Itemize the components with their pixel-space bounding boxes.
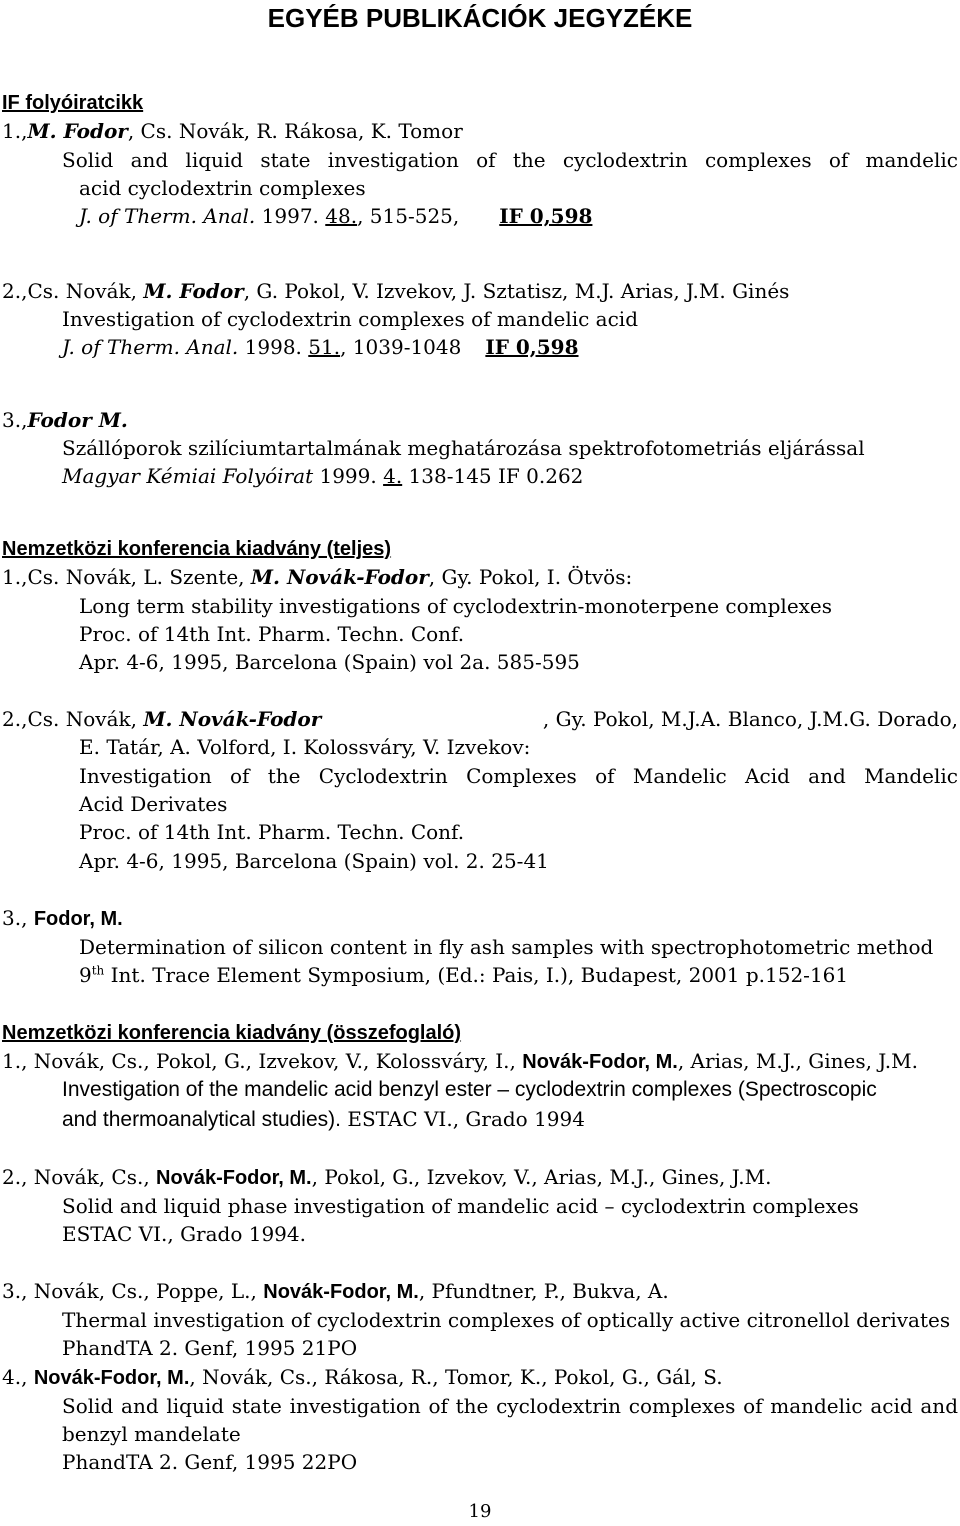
abstract-entry-2-authors: 2., Novák, Cs., Novák-Fodor, M., Pokol, G., Izvekov, V., Arias, M.J., Gines, J.M.: [2, 1165, 772, 1189]
if-entry-2-journal: J. of Therm. Anal. 1998. 51., 1039-1048 IF 0,598: [62, 335, 579, 359]
abstract-entry-4-title-cont: benzyl mandelate: [62, 1422, 241, 1446]
full-entry-1-proc: Proc. of 14th Int. Pharm. Techn. Conf.: [79, 622, 465, 646]
abstract-entry-2-title: Solid and liquid phase investigation of mandelic acid – cyclodextrin complexes: [62, 1194, 859, 1218]
full-entry-2-place: Apr. 4-6, 1995, Barcelona (Spain) vol. 2. 25-41: [79, 849, 549, 873]
full-entry-3-conf: 9th Int. Trace Element Symposium, (Ed.: Pais, I.), Budapest, 2001 p.152-161: [79, 963, 849, 987]
full-entry-2-proc: Proc. of 14th Int. Pharm. Techn. Conf.: [79, 820, 465, 844]
section-heading-full: Nemzetközi konferencia kiadvány (teljes): [2, 538, 392, 560]
full-entry-1-authors: 1.,Cs. Novák, L. Szente, M. Novák-Fodor, Gy. Pokol, I. Ötvös:: [2, 565, 633, 589]
abstract-entry-1-authors: 1., Novák, Cs., Pokol, G., Izvekov, V., Kolossváry, I., Novák-Fodor, M., Arias, M.J., Gines, J.M.: [2, 1049, 918, 1073]
if-entry-3-title: Szállóporok szilíciumtartalmának meghatározása spektrofotometriás eljárással: [62, 436, 865, 460]
if-entry-3-authors: 3.,Fodor M.: [2, 408, 128, 432]
full-entry-2-title: Investigation of the Cyclodextrin Complexes of Mandelic Acid and Mandelic: [79, 764, 958, 788]
full-entry-1-place: Apr. 4-6, 1995, Barcelona (Spain) vol 2a. 585-595: [79, 650, 580, 674]
abstract-entry-4-title: Solid and liquid state investigation of the cyclodextrin complexes of mandelic acid and: [62, 1394, 958, 1418]
full-entry-2-authors: 2.,Cs. Novák, M. Novák-Fodor , Gy. Pokol, M.J.A. Blanco, J.M.G. Dorado,: [2, 707, 958, 731]
abstract-entry-3-title: Thermal investigation of cyclodextrin complexes of optically active citronellol derivates: [62, 1308, 951, 1332]
abstract-entry-4-venue: PhandTA 2. Genf, 1995 22PO: [62, 1450, 358, 1474]
full-entry-2-authors-cont: E. Tatár, A. Volford, I. Kolossváry, V. Izvekov:: [79, 735, 531, 759]
if-entry-1-journal: J. of Therm. Anal. 1997. 48., 515-525, IF 0,598: [79, 204, 593, 228]
full-entry-3-title: Determination of silicon content in fly ash samples with spectrophotometric method: [79, 935, 934, 959]
full-entry-3-authors: 3., Fodor, M.: [2, 906, 123, 930]
abstract-entry-4-authors: 4., Novák-Fodor, M., Novák, Cs., Rákosa, R., Tomor, K., Pokol, G., Gál, S.: [2, 1365, 723, 1389]
if-entry-3-journal: Magyar Kémiai Folyóirat 1999. 4. 138-145 IF 0.262: [62, 464, 584, 488]
if-entry-2-title: Investigation of cyclodextrin complexes of mandelic acid: [62, 307, 639, 331]
abstract-entry-1-title-cont: and thermoanalytical studies). ESTAC VI., Grado 1994: [62, 1107, 585, 1131]
abstract-entry-3-venue: PhandTA 2. Genf, 1995 21PO: [62, 1336, 358, 1360]
if-entry-1-title: Solid and liquid state investigation of the cyclodextrin complexes of mandelic: [62, 148, 958, 172]
full-entry-2-title-cont: Acid Derivates: [79, 792, 228, 816]
if-entry-2-authors: 2.,Cs. Novák, M. Fodor, G. Pokol, V. Izvekov, J. Sztatisz, M.J. Arias, J.M. Ginés: [2, 279, 790, 303]
abstract-entry-3-authors: 3., Novák, Cs., Poppe, L., Novák-Fodor, M., Pfundtner, P., Bukva, A.: [2, 1279, 669, 1303]
section-heading-abstract: Nemzetközi konferencia kiadvány (összefoglaló): [2, 1022, 462, 1044]
page-title: EGYÉB PUBLIKÁCIÓK JEGYZÉKE: [267, 3, 693, 33]
abstract-entry-1-title: Investigation of the mandelic acid benzyl ester – cyclodextrin complexes (Spectroscopic: [62, 1078, 877, 1101]
abstract-entry-2-venue: ESTAC VI., Grado 1994.: [62, 1222, 306, 1246]
if-entry-1-title-cont: acid cyclodextrin complexes: [79, 176, 366, 200]
if-entry-1-authors: 1.,M. Fodor, Cs. Novák, R. Rákosa, K. Tomor: [2, 119, 463, 143]
full-entry-1-title: Long term stability investigations of cyclodextrin-monoterpene complexes: [79, 594, 833, 618]
page-number: 19: [468, 1501, 492, 1522]
section-heading-if: IF folyóiratcikk: [2, 92, 144, 114]
